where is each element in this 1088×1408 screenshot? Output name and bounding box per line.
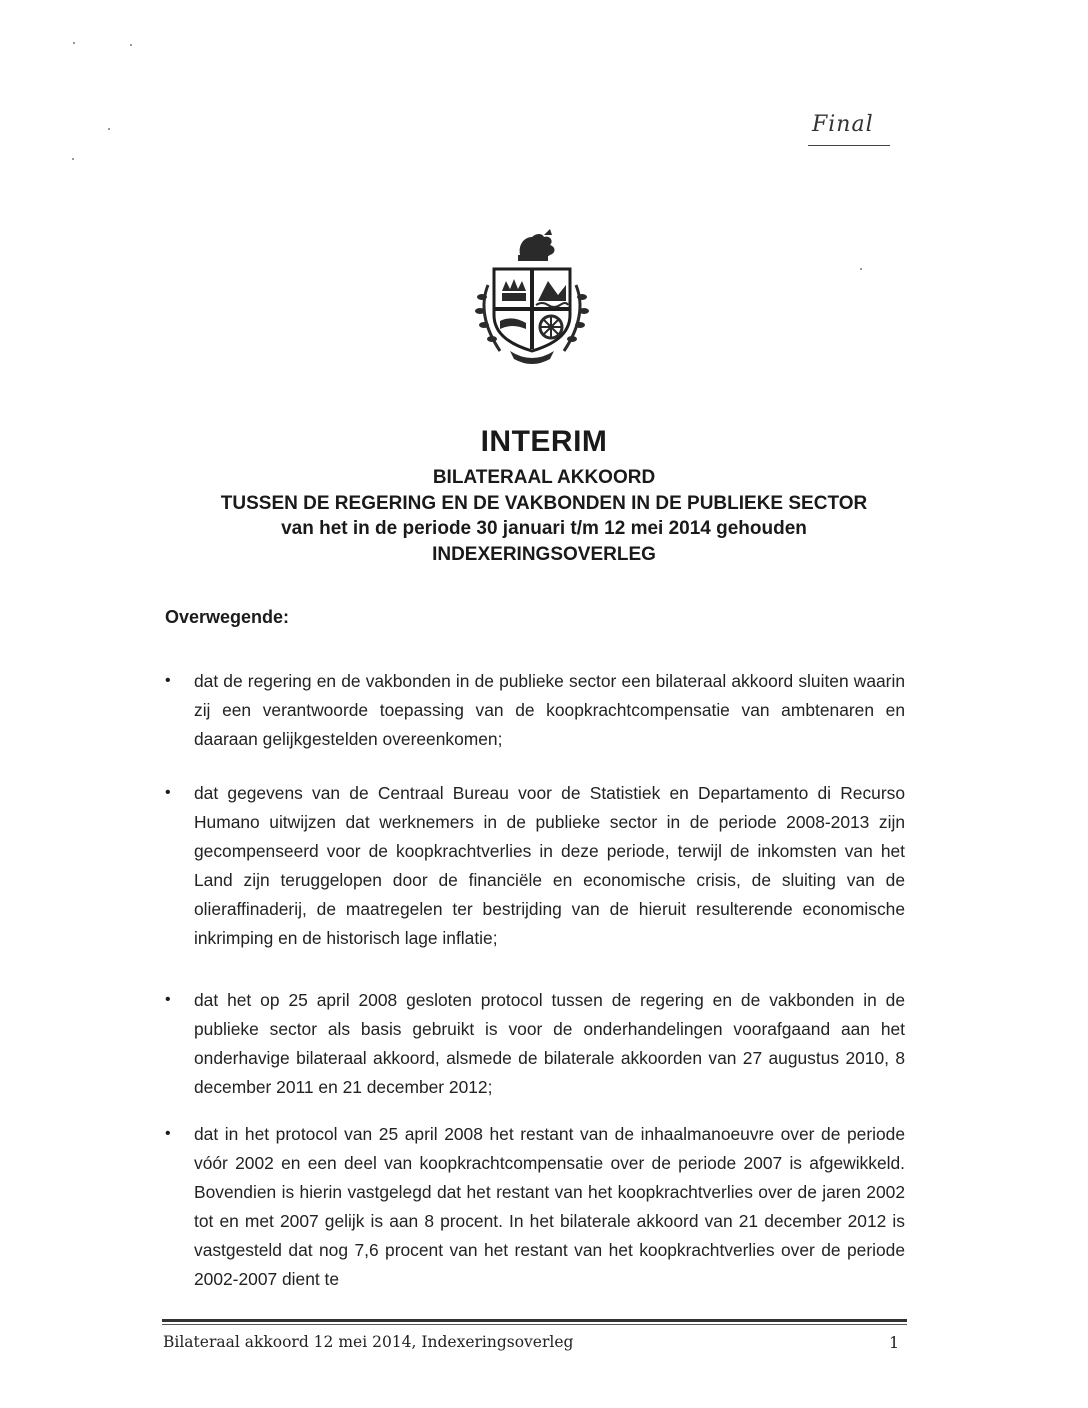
footer-text: Bilateraal akkoord 12 mei 2014, Indexeringsoverleg (163, 1333, 574, 1351)
list-item (165, 1120, 905, 1294)
scan-speck (130, 44, 132, 46)
document-subtitle-line-1: BILATERAAL AKKOORD (432, 467, 656, 488)
bullet-icon: • (165, 672, 171, 689)
bullet-icon: • (165, 991, 171, 1008)
section-title: Overwegende: (165, 607, 290, 627)
annotation-underline (808, 145, 890, 146)
scan-speck (860, 268, 862, 270)
list-item-text: dat gegevens van de Centraal Bureau voor de Statistiek en Departamento di Recurso Humano uitwijzen dat werknemers in de publieke sector in de periode 2008-2013 zijn gecompenseerd voor de koopkrachtverlies in deze periode, terwijl de inkomsten van het Land zijn teruggelopen door de financiële en economische crisis, de sluiting van de olieraffinaderij, de maatregelen ter bestrijding van de hieruit resulterende economische inkrimping en de historisch lage inflatie; (194, 783, 905, 948)
footer-divider (162, 1319, 907, 1322)
list-item (165, 779, 905, 953)
scan-speck (73, 42, 75, 44)
list-item (165, 667, 905, 754)
document-subtitle-line-3: van het in de periode 30 januari t/m 12 mei 2014 gehouden (281, 518, 807, 539)
bullet-icon: • (165, 1125, 171, 1142)
bullet-icon: • (165, 784, 171, 801)
scan-speck (108, 128, 110, 130)
document-subtitle-line-4: INDEXERINGSOVERLEG (432, 544, 656, 565)
document-subtitle-line-2: TUSSEN DE REGERING EN DE VAKBONDEN IN DE PUBLIEKE SECTOR (220, 493, 868, 514)
list-item-text: dat de regering en de vakbonden in de publieke sector een bilateraal akkoord sluiten waarin zij een verantwoorde toepassing van de koopkrachtcompensatie van ambtenaren en daaraan gelijkgestelden overeenkomen; (194, 671, 905, 749)
document-title: INTERIM (480, 425, 608, 458)
list-item-text: dat in het protocol van 25 april 2008 het restant van de inhaalmanoeuvre over de periode vóór 2002 en een deel van koopkrachtcompensatie over de periode 2007 is afgewikkeld. Bovendien is hierin vastgelegd dat het restant van het koopkrachtverlies over de jaren 2002 tot en met 2007 gelijk is aan 8 procent. In het bilaterale akkoord van 21 december 2012 is vastgesteld dat nog 7,6 procent van het restant van het koopkrachtverlies over de periode 2002-2007 dient te (194, 1124, 905, 1289)
list-item-text: dat het op 25 april 2008 gesloten protocol tussen de regering en de vakbonden in de publieke sector als basis gebruikt is voor de onderhandelingen voorafgaand aan het onderhavige bilateraal akkoord, alsmede de bilaterale akkoorden van 27 augustus 2010, 8 december 2011 en 21 december 2012; (194, 990, 905, 1097)
footer-divider-thin (162, 1324, 907, 1325)
list-item (165, 986, 905, 1102)
scan-speck (72, 158, 74, 160)
handwritten-annotation: Final (812, 112, 874, 137)
coat-of-arms-icon (470, 225, 594, 365)
page-number: 1 (889, 1333, 900, 1352)
